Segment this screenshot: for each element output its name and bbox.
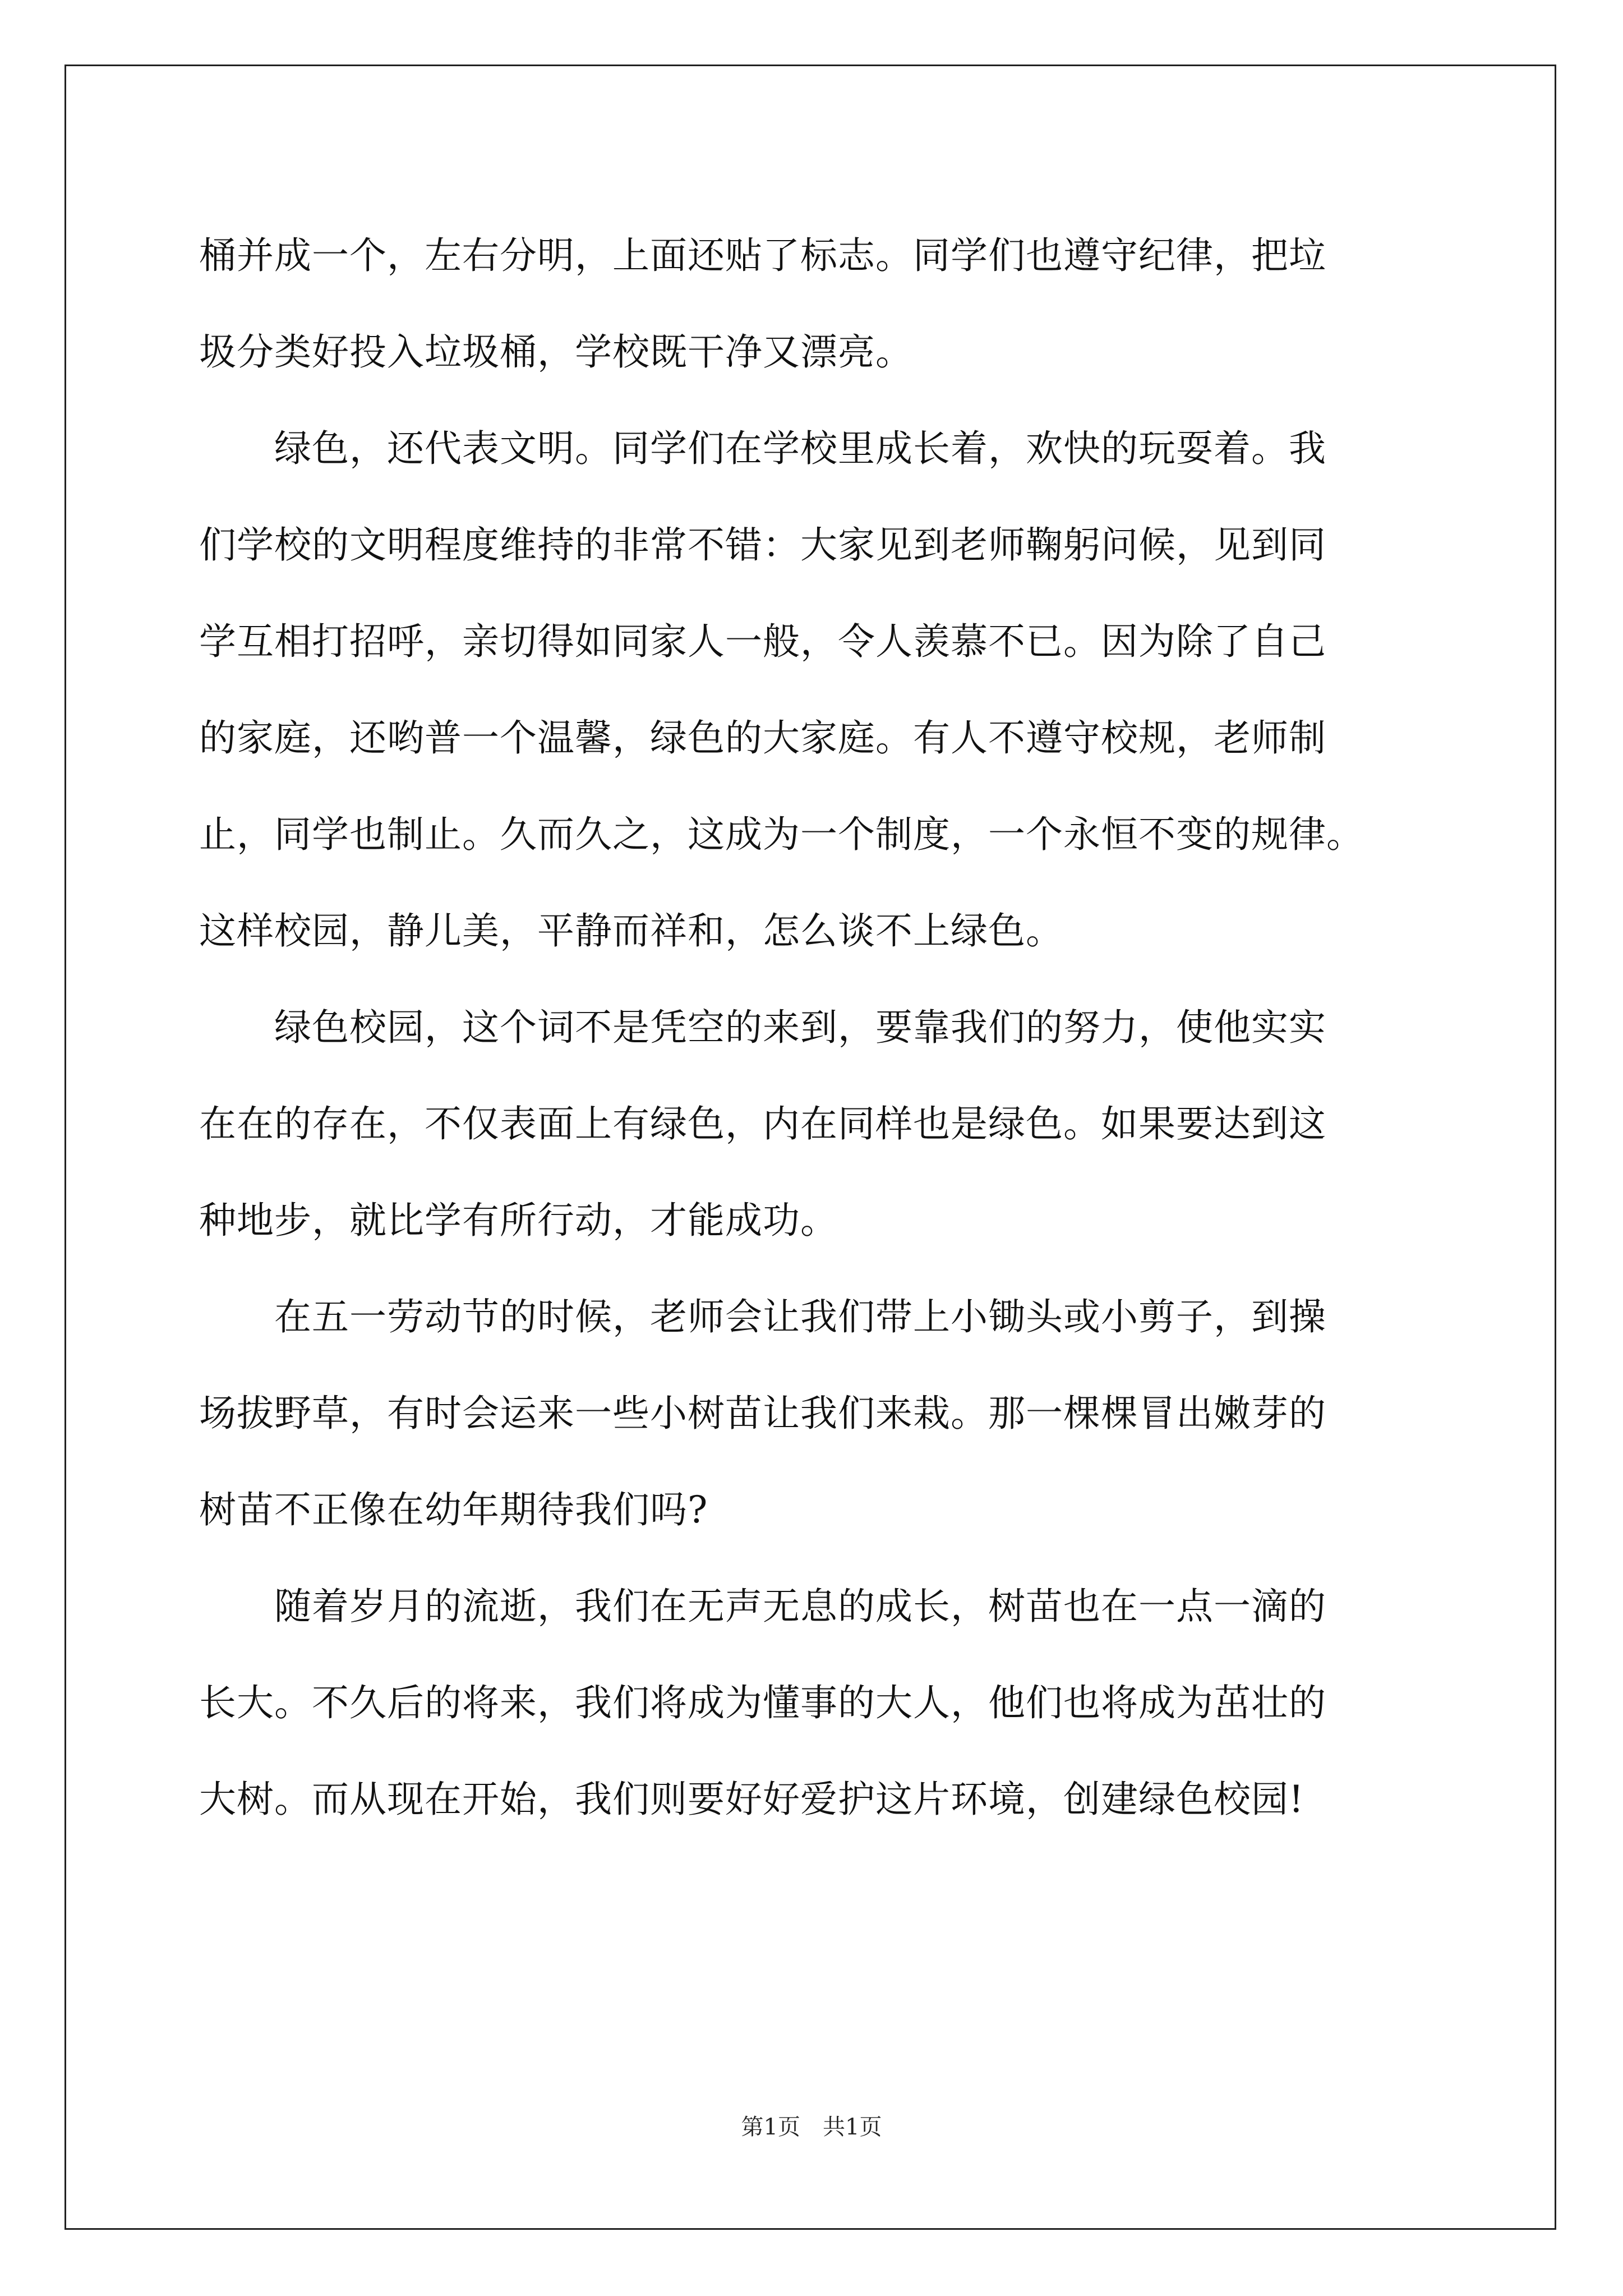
text-line: 在五一劳动节的时候，老师会让我们带上小锄头或小剪子，到操 [199,1295,1326,1338]
text-line: 绿色，还代表文明。同学们在学校里成长着，欢快的玩耍着。我 [199,427,1326,470]
text-line: 圾分类好投入垃圾桶，学校既干净又漂亮。 [199,330,913,374]
text-line: 长大。不久后的将来，我们将成为懂事的大人，他们也将成为茁壮的 [199,1681,1326,1724]
text-line: 在在的存在，不仅表面上有绿色，内在同样也是绿色。如果要达到这 [199,1102,1326,1145]
text-line: 们学校的文明程度维持的非常不错：大家见到老师鞠躬问候，见到同 [199,523,1326,567]
text-line: 止，同学也制止。久而久之，这成为一个制度，一个永恒不变的规律。 [199,813,1364,856]
text-line: 场拔野草，有时会运来一些小树苗让我们来栽。那一棵棵冒出嫩芽的 [199,1392,1326,1435]
text-line: 大树。而从现在开始，我们则要好好爱护这片环境，创建绿色校园! [199,1778,1304,1821]
text-line: 桶并成一个，左右分明，上面还贴了标志。同学们也遵守纪律，把垃 [199,234,1326,277]
text-line: 学互相打招呼，亲切得如同家人一般，令人羡慕不已。因为除了自己 [199,620,1326,663]
page-footer: 第1页 共1页 [741,2114,882,2140]
text-line: 这样校园，静儿美，平静而祥和，怎么谈不上绿色。 [199,909,1063,953]
text-line: 的家庭，还哟普一个温馨，绿色的大家庭。有人不遵守校规，老师制 [199,716,1326,760]
text-line: 树苗不正像在幼年期待我们吗? [199,1488,708,1531]
text-line: 种地步，就比学有所行动，才能成功。 [199,1199,838,1242]
text-line: 随着岁月的流逝，我们在无声无息的成长，树苗也在一点一滴的 [199,1585,1326,1628]
text-line: 绿色校园，这个词不是凭空的来到，要靠我们的努力，使他实实 [199,1006,1326,1049]
document-body [199,208,1433,1848]
